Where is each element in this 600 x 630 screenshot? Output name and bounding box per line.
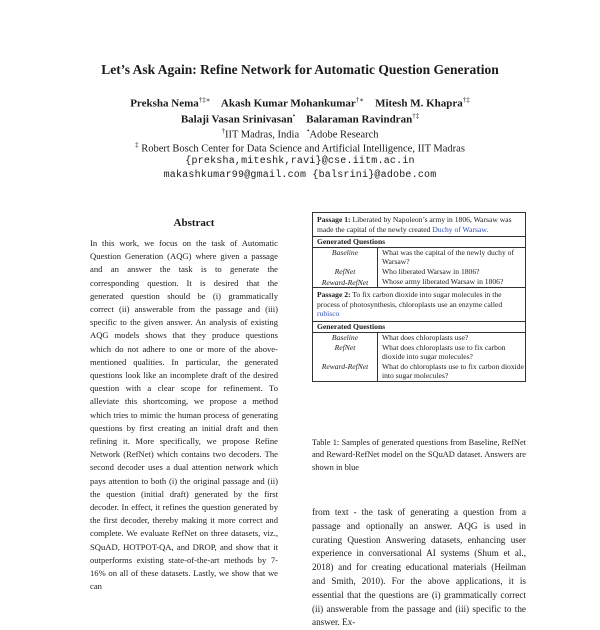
model-name: Reward-RefNet xyxy=(321,362,369,372)
author-name: Balaraman Ravindran xyxy=(306,113,413,126)
author-name: Balaji Vasan Srinivasan xyxy=(180,113,293,126)
samples-table xyxy=(312,212,526,382)
table-row xyxy=(313,248,525,267)
passage-label: Passage 2: xyxy=(317,290,351,300)
authors-line-1 xyxy=(0,96,600,110)
table-row xyxy=(313,362,525,381)
affil-text: Adobe Research xyxy=(309,129,379,141)
author-name: Preksha Nema xyxy=(130,97,199,110)
passage-answer: Duchy of Warsaw. xyxy=(432,224,489,234)
generated-question: What does chloroplasts use? xyxy=(377,333,525,343)
generated-question: Whose army liberated Warsaw in 1806? xyxy=(377,277,525,287)
affil-text: Robert Bosch Center for Data Science and Artificial Intelligence, IIT Madras xyxy=(141,143,465,155)
affil-mark: ‡ xyxy=(135,141,139,149)
passage-2 xyxy=(313,288,525,321)
affil-mark: • xyxy=(306,127,310,135)
intro-paragraph: from text - the task of generating a question from a passage and optionally an answer. AQG is used in curating Question Answering datasets, enhancing user experience in conversational AI systems (Shum et al., 2018) and for creating educational materials (Heilman and Smith, 2010). For the above applications, it is essential that the questions are (i) grammatically correct (ii) answerable from the passage and (iii) specific to the answer. Ex- xyxy=(312,507,526,628)
table-row xyxy=(313,343,525,362)
author-marks: †‡ xyxy=(462,96,470,104)
model-name: RefNet xyxy=(334,343,356,353)
author-name: Akash Kumar Mohankumar xyxy=(220,97,356,110)
generated-question: What do chloroplasts use to fix carbon dioxide into sugar molecules? xyxy=(377,362,525,381)
author-marks: †‡ xyxy=(412,112,420,120)
model-name: RefNet xyxy=(334,267,356,277)
passage-text: To fix carbon dioxide into sugar molecules in the process of photosynthesis, chloroplasts use an enzyme called xyxy=(317,290,503,309)
model-name: Reward-RefNet xyxy=(321,277,369,287)
author-name: Mitesh M. Khapra xyxy=(375,97,463,110)
affil-text: IIT Madras, India xyxy=(224,129,300,141)
affil-mark: † xyxy=(221,127,225,135)
abstract-body: In this work, we focus on the task of Automatic Question Generation (AQG) where given a passage and an answer the task is to generate the corresponding question. It is desired that the generated question should be (i) grammatically correct (ii) answerable from the passage and (iii) specific to the given answer. An analysis of existing AQG models shows that they produce questions which do not adhere to one or more of the above-mentioned qualities. In particular, the generated questions look like an incomplete draft of the desired question with a clear scope for refinement. To alleviate this shortcoming, we propose a method which tries to mimic the human process of generating questions by first creating an initial draft and then refining it. More specifically, we propose Refine Network (RefNet) which contains two decoders. The second decoder uses a dual attention network which pays attention to both (i) the original passage and (ii) the question (initial draft) generated by the first decoder. In effect, it refines the question generated by the first decoder, thereby making it more correct and complete. We evaluate RefNet on three datasets, viz., SQuAD, HOTPOT-QA, and DROP, and show that it outperforms existing state-of-the-art methods by 7-16% on all of these datasets. Lastly, we show that we can xyxy=(90,238,278,592)
affiliation-line-1 xyxy=(0,127,600,141)
paper-title: Let’s Ask Again: Refine Network for Automatic Question Generation xyxy=(101,62,499,77)
table-row xyxy=(313,333,525,343)
author-marks: †‡∗ xyxy=(198,96,211,104)
affiliation-line-2 xyxy=(0,141,600,155)
email-line-2: makashkumar99@gmail.com {balsrini}@adobe.com xyxy=(163,170,437,181)
author-marks: †∗ xyxy=(355,96,365,104)
email-line-1: {preksha,miteshk,ravi}@cse.iitm.ac.in xyxy=(185,156,415,167)
generated-question: What was the capital of the newly duchy of Warsaw? xyxy=(377,248,525,267)
passage-1 xyxy=(313,213,525,236)
generated-question: What does chloroplasts use to fix carbon dioxide into sugar molecules? xyxy=(377,343,525,362)
table-row xyxy=(313,267,525,277)
passage-label: Passage 1: xyxy=(317,215,351,224)
model-name: Baseline xyxy=(331,248,359,258)
generated-questions-heading: Generated Questions xyxy=(313,236,525,248)
generated-questions-heading: Generated Questions xyxy=(313,321,525,333)
authors-line-2 xyxy=(0,112,600,126)
passage-text: Liberated by Napoleon’s army in 1806, Warsaw was made the capital of the newly created xyxy=(317,215,512,234)
author-marks: • xyxy=(292,112,296,120)
table-caption: Table 1: Samples of generated questions from Baseline, RefNet and Reward-RefNet model on the SQuAD dataset. Answers are shown in blue xyxy=(312,438,526,472)
abstract-heading: Abstract xyxy=(173,217,215,229)
table-row xyxy=(313,277,525,287)
generated-question: Who liberated Warsaw in 1806? xyxy=(377,267,525,277)
passage-answer: rubisco xyxy=(317,309,340,319)
model-name: Baseline xyxy=(331,333,359,343)
